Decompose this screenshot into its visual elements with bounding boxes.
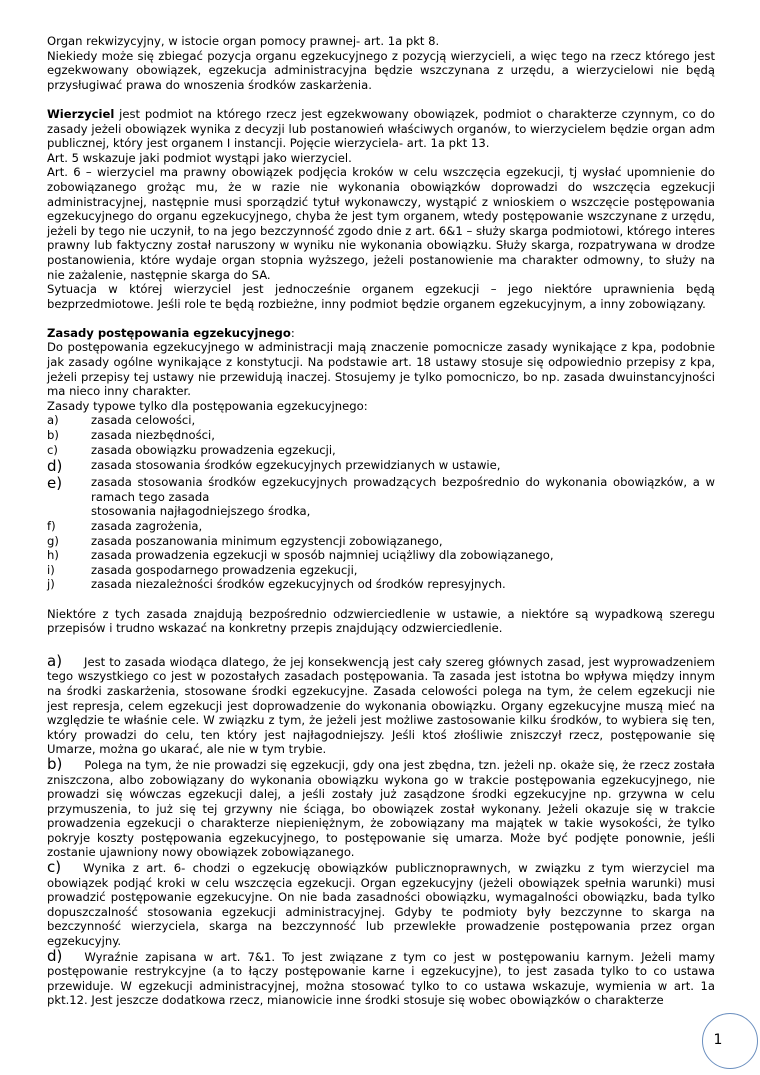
list-item: j) zasada niezależności środków egzekucyjnych od środków represyjnych.: [47, 577, 506, 592]
section-marker: d): [47, 946, 63, 965]
list-item: d) zasada stosowania środków egzekucyjnych przewidzianych w ustawie,: [47, 457, 501, 476]
list-marker: i): [47, 562, 55, 577]
list-item: e) zasada stosowania środków egzekucyjnych prowadzących bezpośrednio do wykonania obowiązków, a w ramach tego zasada: [47, 474, 715, 504]
section-paragraph-a: a) Jest to zasada wiodąca dlatego, że jej konsekwencją jest cały szereg głównych zasad, jest wyprowadzeniem tego wszystkiego co jest w pozostałych zasadach postępowania. Ta zasada jest istotna bo wpływa między innym na środki zaskarżenia, stosowane środki egzekucyjne. Zasada celowości polega na tym, że celem egzekucji nie jest represja, celem egzekucji jest doprowadzenie do wykonania obowiązku. Organy egzekucyjne muszą mieć na względzie te właśnie cele. W związku z tym, że jeżeli jest możliwe zastosowanie kilku środków, to wybiera się ten, który prowadzi do celu, ten który jest najłagodniejszy. Jeśli ktoś złośliwie zniszczył rzecz, postępowanie się Umarze, można go ukarać, ale nie w tym trybie.: [47, 651, 715, 757]
section-paragraph-b: b) Polega na tym, że nie prowadzi się egzekucji, gdy ona jest zbędna, tzn. jeżeli np. okaże się, że rzecz została zniszczona, albo zobowiązany do wykonania obowiązku wykona go w trakcie postępowania egzekucyjnego, nie prowadzi się wówczas egzekucji dalej, a jeśli zostały już zasądzone środki egzekucyjne np. grzywna w celu przymuszenia, to już się tej grzywny nie ściąga, bo obowiązek został wykonany. Jeżeli okazuje się w trakcie prowadzenia egzekucji o charakterze niepieniężnym, że zobowiązany ma majątek w takie wysokości, że tylko pokryje koszty postępowania egzekucyjnego, to postępowanie się umarza. Może być podjęte ponownie, jeśli zostanie ujawniony nowy obowiązek zobowiązanego.: [47, 754, 715, 860]
list-marker: g): [47, 533, 59, 548]
list-marker: c): [47, 442, 58, 457]
paragraph-organ-rekwizycyjny: Organ rekwizycyjny, w istocie organ pomocy prawnej- art. 1a pkt 8.: [47, 34, 440, 48]
list-marker: e): [47, 474, 63, 493]
section-paragraph-d: d) Wyraźnie zapisana w art. 7&1. To jest związane z tym co jest w postępowaniu karnym. Jeżeli mamy postępowanie restrykcyjne (a to łączy postępowanie karne i egzekucyjne), to jest zasada tylko to co ustawa przewiduje. W egzekucji administracyjnej, można stosować tylko to co ustawa wskazuje, wymienia w art. 1a pkt.12. Jest jeszcze dodatkowa rzecz, mianowicie inne środki stosuje się wobec obowiązków o charakterze: [47, 946, 715, 1008]
paragraph-sytuacja: Sytuacja w której wierzyciel jest jednocześnie organem egzekucji – jego niektóre uprawnienia będą bezprzedmiotowe. Jeśli role te będą rozbieżne, inny podmiot będzie organem egzekucyjnym, a inny zobowiązany.: [47, 282, 715, 311]
list-item: g) zasada poszanowania minimum egzystencji zobowiązanego,: [47, 533, 443, 548]
paragraph-pozycja-organu: Niekiedy może się zbiegać pozycja organu egzekucyjnego z pozycją wierzycieli, a więc tego na rzecz którego jest egzekwowany obowiązek, egzekucja administracyjna będzie wszczynana z urzędu, a wierzycielowi nie będą przysługiwać prawa do wnoszenia środków zaskarżenia.: [47, 48, 715, 92]
paragraph-niektore-zasady: Niektóre z tych zasada znajdują bezpośrednio odzwierciedlenie w ustawie, a niektóre są wypadkową szeregu przepisów i trudno wskazać na konkretny przepis znajdujący odzwierciedlenie.: [47, 606, 715, 636]
list-marker: d): [47, 457, 63, 476]
paragraph-wierzyciel: [47, 107, 715, 151]
term-wierzyciel: Wierzyciel: [47, 106, 115, 121]
list-item: a) zasada celowości,: [47, 413, 196, 428]
list-item: b) zasada niezbędności,: [47, 428, 215, 443]
paragraph-zasady-typowe: Zasady typowe tylko dla postępowania egzekucyjnego:: [47, 398, 368, 413]
list-marker: f): [47, 519, 56, 533]
paragraph-zasady-kpa: Do postępowania egzekucyjnego w administracji mają znaczenie pomocnicze zasady wynikające z kpa, podobnie jak zasady ogólne wynikające z konstytucji. Na podstawie art. 18 ustawy stosuje się odpowiednio przepisy z kpa, jeżeli przepisy tej ustawy nie przewidują inaczej. Stosujemy je tylko pomocniczo, bo np. zasada dwuinstancyjności ma nieco inny charakter.: [47, 340, 715, 399]
list-marker: j): [47, 577, 55, 592]
principles-list: [47, 413, 715, 592]
list-marker: a): [47, 413, 59, 428]
list-item-continuation: stosowania najłagodniejszego środka,: [91, 504, 311, 519]
list-item: h) zasada prowadzenia egzekucji w sposób najmniej uciążliwy dla zobowiązanego,: [47, 548, 554, 563]
wierzyciel-definition: jest podmiot na którego rzecz jest egzekwowany obowiązek, podmiot o charakterze czynnym, co do zasady jeżeli obowiązek wynika z decyzji lub postanowień właściwych organów, to wierzycielem będzie organ adm publicznej, który jest organem I instancji. Pojęcie wierzyciela- art. 1a pkt 13.: [47, 106, 715, 151]
section-marker: c): [47, 858, 62, 877]
document-page: [47, 34, 715, 1008]
section-marker: a): [47, 651, 63, 670]
heading-zasady-text: Zasady postępowania egzekucyjnego: [47, 325, 291, 340]
page-number-badge: [702, 1013, 758, 1069]
section-paragraph-c: c) Wynika z art. 6- chodzi o egzekucję obowiązków publicznoprawnych, w związku z tym wierzyciel ma obowiązek podjąć kroki w celu wszczęcia egzekucji. Organ egzekucyjny (jeżeli obowiązek spełnia warunki) musi prowadzić postępowanie egzekucyjne. On nie bada zasadności obowiązku, wymagalności obowiązku, bada tylko dopuszczalność stosowania egzekucji administracyjnej. Gdyby te podmioty były bezczynne to skarga na bezczynność wierzyciela, skarga na bezczynność lub przewlekłe prowadzenie postępowania przez organ egzekucyjny.: [47, 858, 715, 949]
list-marker: h): [47, 548, 59, 563]
list-item: c) zasada obowiązku prowadzenia egzekucji,: [47, 442, 336, 457]
heading-zasady: Zasady postępowania egzekucyjnego:: [47, 325, 295, 340]
paragraph-art5: Art. 5 wskazuje jaki podmiot wystąpi jako wierzyciel.: [47, 150, 352, 165]
paragraph-art6: Art. 6 – wierzyciel ma prawny obowiązek podjęcia kroków w celu wszczęcia egzekucji, tj wysłać upomnienie do zobowiązanego grożąc mu, że w razie nie wykonania obowiązków doprowadzi do wszczęcia egzekucji administracyjnej, następnie musi sporządzić tytuł wykonawczy, wystąpić z wnioskiem o wszczęcie postępowania egzekucyjnego do organu egzekucyjnego, chyba że jest tym organem, wtedy postępowanie wszczynane z urzędu, jeżeli by tego nie uczynił, to na jego bezczynność zgodo dnie z art. 6&1 – służy skarga podmiotowi, którego interes prawny lub faktyczny został naruszony w wyniku nie wykonania obowiązku. Służy skarga, rozpatrywana w drodze postanowienia, które wydaje organ stopnia wyższego, jeżeli postanowienie ma charakter odmowny, to służy na nie zażalenie, następnie skarga do SA.: [47, 165, 715, 282]
list-marker: b): [47, 428, 59, 443]
list-item: f) zasada zagrożenia,: [47, 519, 203, 533]
section-marker: b): [47, 754, 63, 773]
list-item: i) zasada gospodarnego prowadzenia egzekucji,: [47, 562, 358, 577]
page-number: 1: [713, 1032, 723, 1048]
